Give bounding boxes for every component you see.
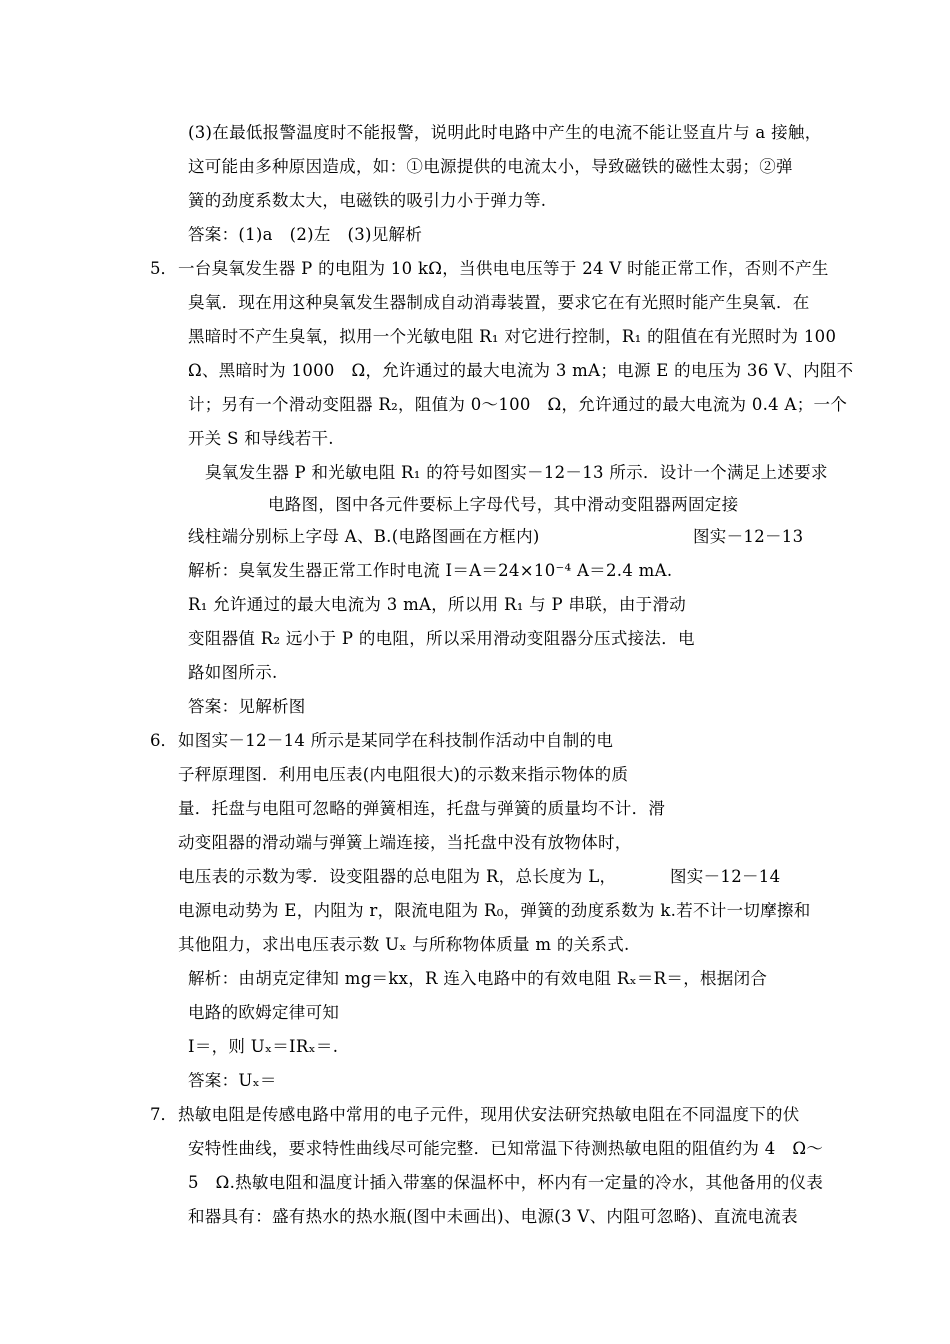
q6-line-6: 电源电动势为 E，内阻为 r，限流电阻为 R₀，弹簧的劲度系数为 k.若不计一切摩擦和 <box>178 901 811 920</box>
q6-line-5: 电压表的示数为零．设变阻器的总电阻为 R，总长度为 L， <box>178 867 617 886</box>
q6-figure-label: 图实－12－14 <box>670 867 781 886</box>
q5-number: 5． <box>150 259 177 278</box>
q5-line-3: 黑暗时不产生臭氧，拟用一个光敏电阻 R₁ 对它进行控制，R₁ 的阻值在有光照时为 100 <box>188 327 837 346</box>
item3-line-2: 这可能由多种原因造成，如：①电源提供的电流太小，导致磁铁的磁性太弱；②弹 <box>188 157 793 176</box>
q5-sub-line-3: 线柱端分别标上字母 A、B.(电路图画在方框内) <box>188 527 540 546</box>
q7-line-4: 和器具有：盛有热水的热水瓶(图中未画出)、电源(3 V、内阻可忽略)、直流电流表 <box>188 1207 798 1226</box>
q6-line-7: 其他阻力，求出电压表示数 Uₓ 与所称物体质量 m 的关系式. <box>178 935 630 954</box>
q6-line-4: 动变阻器的滑动端与弹簧上端连接，当托盘中没有放物体时， <box>178 833 632 852</box>
q5-analysis-line-3: 变阻器值 R₂ 远小于 P 的电阻，所以采用滑动变阻器分压式接法．电 <box>188 629 695 648</box>
q5-sub-line-1: 臭氧发生器 P 和光敏电阻 R₁ 的符号如图实－12－13 所示．设计一个满足上述要求 <box>205 463 828 482</box>
q6-analysis-line-3: I＝，则 Uₓ＝IRₓ＝. <box>188 1037 339 1056</box>
q5-line-6: 开关 S 和导线若干. <box>188 429 334 448</box>
q5-line-1: 一台臭氧发生器 P 的电阻为 10 kΩ，当供电电压等于 24 V 时能正常工作，否则不产生 <box>178 259 829 278</box>
q6-line-1: 如图实－12－14 所示是某同学在科技制作活动中自制的电 <box>178 731 614 750</box>
q5-line-4: Ω、黑暗时为 1000 Ω，允许通过的最大电流为 3 mA；电源 E 的电压为 36 V、内阻不 <box>188 361 854 380</box>
q5-analysis-line-2: R₁ 允许通过的最大电流为 3 mA，所以用 R₁ 与 P 串联，由于滑动 <box>188 595 687 614</box>
q7-line-1: 热敏电阻是传感电路中常用的电子元件，现用伏安法研究热敏电阻在不同温度下的伏 <box>178 1105 800 1124</box>
q5-analysis-line-4: 路如图所示. <box>188 663 278 682</box>
q5-line-5: 计；另有一个滑动变阻器 R₂，阻值为 0～100 Ω，允许通过的最大电流为 0.4 A；一个 <box>188 395 848 414</box>
q6-analysis-line-1: 解析：由胡克定律知 mg＝kx，R 连入电路中的有效电阻 Rₓ＝R＝，根据闭合 <box>188 969 768 988</box>
item3-line-3: 簧的劲度系数太大，电磁铁的吸引力小于弹力等. <box>188 191 547 210</box>
q5-figure-label: 图实－12－13 <box>693 527 804 546</box>
q5-line-2: 臭氧．现在用这种臭氧发生器制成自动消毒装置，要求它在有光照时能产生臭氧．在 <box>188 293 810 312</box>
q6-number: 6． <box>150 731 177 750</box>
q5-answer: 答案：见解析图 <box>188 697 306 716</box>
q6-line-3: 量．托盘与电阻可忽略的弹簧相连，托盘与弹簧的质量均不计．滑 <box>178 799 666 818</box>
q5-analysis-line-1: 解析：臭氧发生器正常工作时电流 I＝A＝24×10⁻⁴ A＝2.4 mA. <box>188 561 673 580</box>
q6-answer: 答案：Uₓ＝ <box>188 1071 277 1090</box>
item3-answer: 答案：(1)a (2)左 (3)见解析 <box>188 225 423 244</box>
q5-sub-line-2: 电路图，图中各元件要标上字母代号，其中滑动变阻器两固定接 <box>268 495 739 514</box>
q7-line-2: 安特性曲线，要求特性曲线尽可能完整．已知常温下待测热敏电阻的阻值约为 4 Ω～ <box>188 1139 824 1158</box>
q6-line-2: 子秤原理图．利用电压表(内电阻很大)的示数来指示物体的质 <box>178 765 629 784</box>
item3-line-1: (3)在最低报警温度时不能报警，说明此时电路中产生的电流不能让竖直片与 a 接触， <box>188 123 822 142</box>
q6-analysis-line-2: 电路的欧姆定律可知 <box>188 1003 340 1022</box>
q7-number: 7． <box>150 1105 177 1124</box>
q7-line-3: 5 Ω.热敏电阻和温度计插入带塞的保温杯中，杯内有一定量的冷水，其他备用的仪表 <box>188 1173 824 1192</box>
